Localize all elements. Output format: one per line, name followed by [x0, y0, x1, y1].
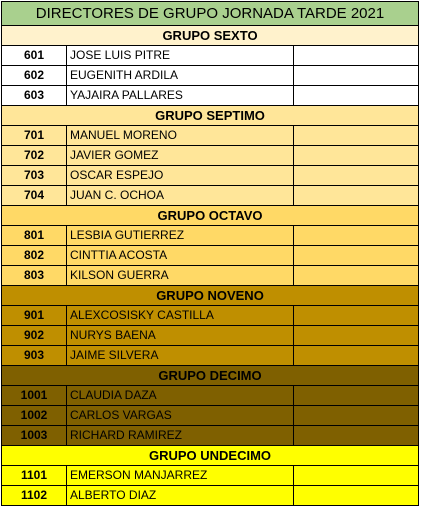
teacher-name-cell[interactable]: CARLOS VARGAS: [67, 406, 294, 425]
teacher-name-cell[interactable]: EMERSON MANJARREZ: [67, 466, 294, 485]
group-code-cell[interactable]: 702: [2, 146, 67, 165]
table-row: [2, 226, 418, 246]
teacher-name-cell[interactable]: MANUEL MORENO: [67, 126, 294, 145]
group-section: [1, 446, 419, 506]
empty-cell[interactable]: [294, 226, 418, 245]
teacher-name-cell[interactable]: JAIME SILVERA: [67, 346, 294, 365]
group-header[interactable]: GRUPO NOVENO: [2, 286, 418, 306]
group-list: [1, 26, 419, 506]
empty-cell[interactable]: [294, 246, 418, 265]
teacher-name-cell[interactable]: NURYS BAENA: [67, 326, 294, 345]
group-code-cell[interactable]: 801: [2, 226, 67, 245]
empty-cell[interactable]: [294, 86, 418, 105]
empty-cell[interactable]: [294, 406, 418, 425]
empty-cell[interactable]: [294, 386, 418, 405]
table-row: [2, 386, 418, 406]
sheet-title[interactable]: DIRECTORES DE GRUPO JORNADA TARDE 2021: [1, 1, 419, 26]
group-header[interactable]: GRUPO SEPTIMO: [2, 106, 418, 126]
table-row: [2, 466, 418, 486]
empty-cell[interactable]: [294, 166, 418, 185]
teacher-name-cell[interactable]: ALEXCOSISKY CASTILLA: [67, 306, 294, 325]
teacher-name-cell[interactable]: CLAUDIA DAZA: [67, 386, 294, 405]
teacher-name-cell[interactable]: EUGENITH ARDILA: [67, 66, 294, 85]
teacher-name-cell[interactable]: JAVIER GOMEZ: [67, 146, 294, 165]
group-code-cell[interactable]: 701: [2, 126, 67, 145]
group-code-cell[interactable]: 602: [2, 66, 67, 85]
empty-cell[interactable]: [294, 346, 418, 365]
group-section: [1, 286, 419, 366]
group-section: [1, 206, 419, 286]
group-code-cell[interactable]: 902: [2, 326, 67, 345]
group-code-cell[interactable]: 803: [2, 266, 67, 285]
group-header[interactable]: GRUPO SEXTO: [2, 26, 418, 46]
table-row: [2, 146, 418, 166]
teacher-name-cell[interactable]: JOSE LUIS PITRE: [67, 46, 294, 65]
table-row: [2, 326, 418, 346]
teacher-name-cell[interactable]: RICHARD RAMIREZ: [67, 426, 294, 445]
table-row: [2, 126, 418, 146]
table-row: [2, 246, 418, 266]
group-code-cell[interactable]: 601: [2, 46, 67, 65]
teacher-name-cell[interactable]: ALBERTO DIAZ: [67, 486, 294, 505]
group-section: [1, 26, 419, 106]
group-code-cell[interactable]: 1101: [2, 466, 67, 485]
empty-cell[interactable]: [294, 266, 418, 285]
spreadsheet-table: [1, 1, 419, 506]
table-row: [2, 266, 418, 286]
group-code-cell[interactable]: 903: [2, 346, 67, 365]
empty-cell[interactable]: [294, 146, 418, 165]
table-row: [2, 486, 418, 506]
group-code-cell[interactable]: 603: [2, 86, 67, 105]
group-code-cell[interactable]: 1003: [2, 426, 67, 445]
table-row: [2, 66, 418, 86]
group-code-cell[interactable]: 704: [2, 186, 67, 205]
empty-cell[interactable]: [294, 46, 418, 65]
teacher-name-cell[interactable]: OSCAR ESPEJO: [67, 166, 294, 185]
table-row: [2, 166, 418, 186]
group-header[interactable]: GRUPO DECIMO: [2, 366, 418, 386]
teacher-name-cell[interactable]: CINTTIA ACOSTA: [67, 246, 294, 265]
table-row: [2, 46, 418, 66]
empty-cell[interactable]: [294, 306, 418, 325]
empty-cell[interactable]: [294, 486, 418, 505]
group-code-cell[interactable]: 1102: [2, 486, 67, 505]
table-row: [2, 86, 418, 106]
empty-cell[interactable]: [294, 66, 418, 85]
table-row: [2, 346, 418, 366]
teacher-name-cell[interactable]: KILSON GUERRA: [67, 266, 294, 285]
empty-cell[interactable]: [294, 186, 418, 205]
group-header[interactable]: GRUPO OCTAVO: [2, 206, 418, 226]
teacher-name-cell[interactable]: JUAN C. OCHOA: [67, 186, 294, 205]
empty-cell[interactable]: [294, 426, 418, 445]
group-section: [1, 106, 419, 206]
group-code-cell[interactable]: 802: [2, 246, 67, 265]
group-header[interactable]: GRUPO UNDECIMO: [2, 446, 418, 466]
empty-cell[interactable]: [294, 326, 418, 345]
table-row: [2, 406, 418, 426]
group-code-cell[interactable]: 703: [2, 166, 67, 185]
empty-cell[interactable]: [294, 126, 418, 145]
table-row: [2, 426, 418, 446]
empty-cell[interactable]: [294, 466, 418, 485]
group-section: [1, 366, 419, 446]
teacher-name-cell[interactable]: YAJAIRA PALLARES: [67, 86, 294, 105]
teacher-name-cell[interactable]: LESBIA GUTIERREZ: [67, 226, 294, 245]
table-row: [2, 306, 418, 326]
group-code-cell[interactable]: 1001: [2, 386, 67, 405]
group-code-cell[interactable]: 1002: [2, 406, 67, 425]
group-code-cell[interactable]: 901: [2, 306, 67, 325]
table-row: [2, 186, 418, 206]
